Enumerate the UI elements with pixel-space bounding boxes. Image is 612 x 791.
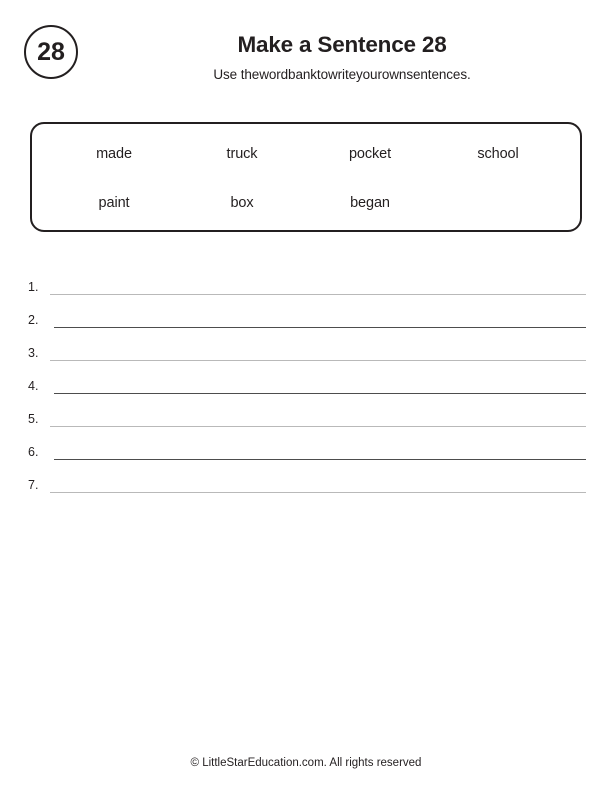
answer-line-number: 3. bbox=[28, 346, 39, 360]
answer-line-number: 6. bbox=[28, 445, 39, 459]
answer-line-row[interactable] bbox=[28, 336, 586, 369]
lesson-number-badge bbox=[24, 25, 78, 79]
word-bank-item: school bbox=[477, 146, 519, 162]
answer-line-row[interactable] bbox=[28, 402, 586, 435]
word-bank bbox=[30, 122, 582, 232]
word-bank-row-1 bbox=[32, 146, 580, 162]
answer-line-rule[interactable] bbox=[50, 426, 586, 427]
answer-line-number: 2. bbox=[28, 313, 39, 327]
answer-line-row[interactable] bbox=[28, 468, 586, 501]
word-bank-item: began bbox=[350, 195, 390, 211]
answer-line-number: 7. bbox=[28, 478, 39, 492]
answer-line-rule[interactable] bbox=[50, 294, 586, 295]
answer-line-rule[interactable] bbox=[54, 459, 586, 460]
word-bank-row-2 bbox=[32, 195, 580, 211]
answer-line-row[interactable] bbox=[28, 369, 586, 402]
word-bank-item: made bbox=[96, 146, 132, 162]
answer-lines bbox=[28, 270, 586, 501]
lesson-number: 28 bbox=[37, 37, 65, 66]
answer-line-row[interactable] bbox=[28, 303, 586, 336]
word-bank-item: pocket bbox=[348, 146, 392, 162]
footer-copyright: © LittleStarEducation.com. All rights reserved bbox=[190, 757, 422, 769]
word-bank-item: paint bbox=[98, 195, 130, 211]
answer-line-row[interactable] bbox=[28, 435, 586, 468]
answer-line-number: 1. bbox=[28, 280, 39, 294]
answer-line-rule[interactable] bbox=[50, 492, 586, 493]
worksheet-header bbox=[0, 22, 612, 98]
page-subtitle: Use thewordbanktowriteyourownsentences. bbox=[213, 67, 471, 82]
answer-line-rule[interactable] bbox=[54, 327, 586, 328]
answer-line-rule[interactable] bbox=[54, 393, 586, 394]
answer-line-number: 5. bbox=[28, 412, 39, 426]
answer-line-rule[interactable] bbox=[50, 360, 586, 361]
answer-line-number: 4. bbox=[28, 379, 39, 393]
word-bank-item: truck bbox=[226, 146, 258, 162]
title-block bbox=[96, 22, 588, 82]
page-title: Make a Sentence 28 bbox=[237, 32, 447, 57]
answer-line-row[interactable] bbox=[28, 270, 586, 303]
word-bank-item-empty bbox=[434, 195, 562, 211]
word-bank-item: box bbox=[230, 195, 254, 211]
